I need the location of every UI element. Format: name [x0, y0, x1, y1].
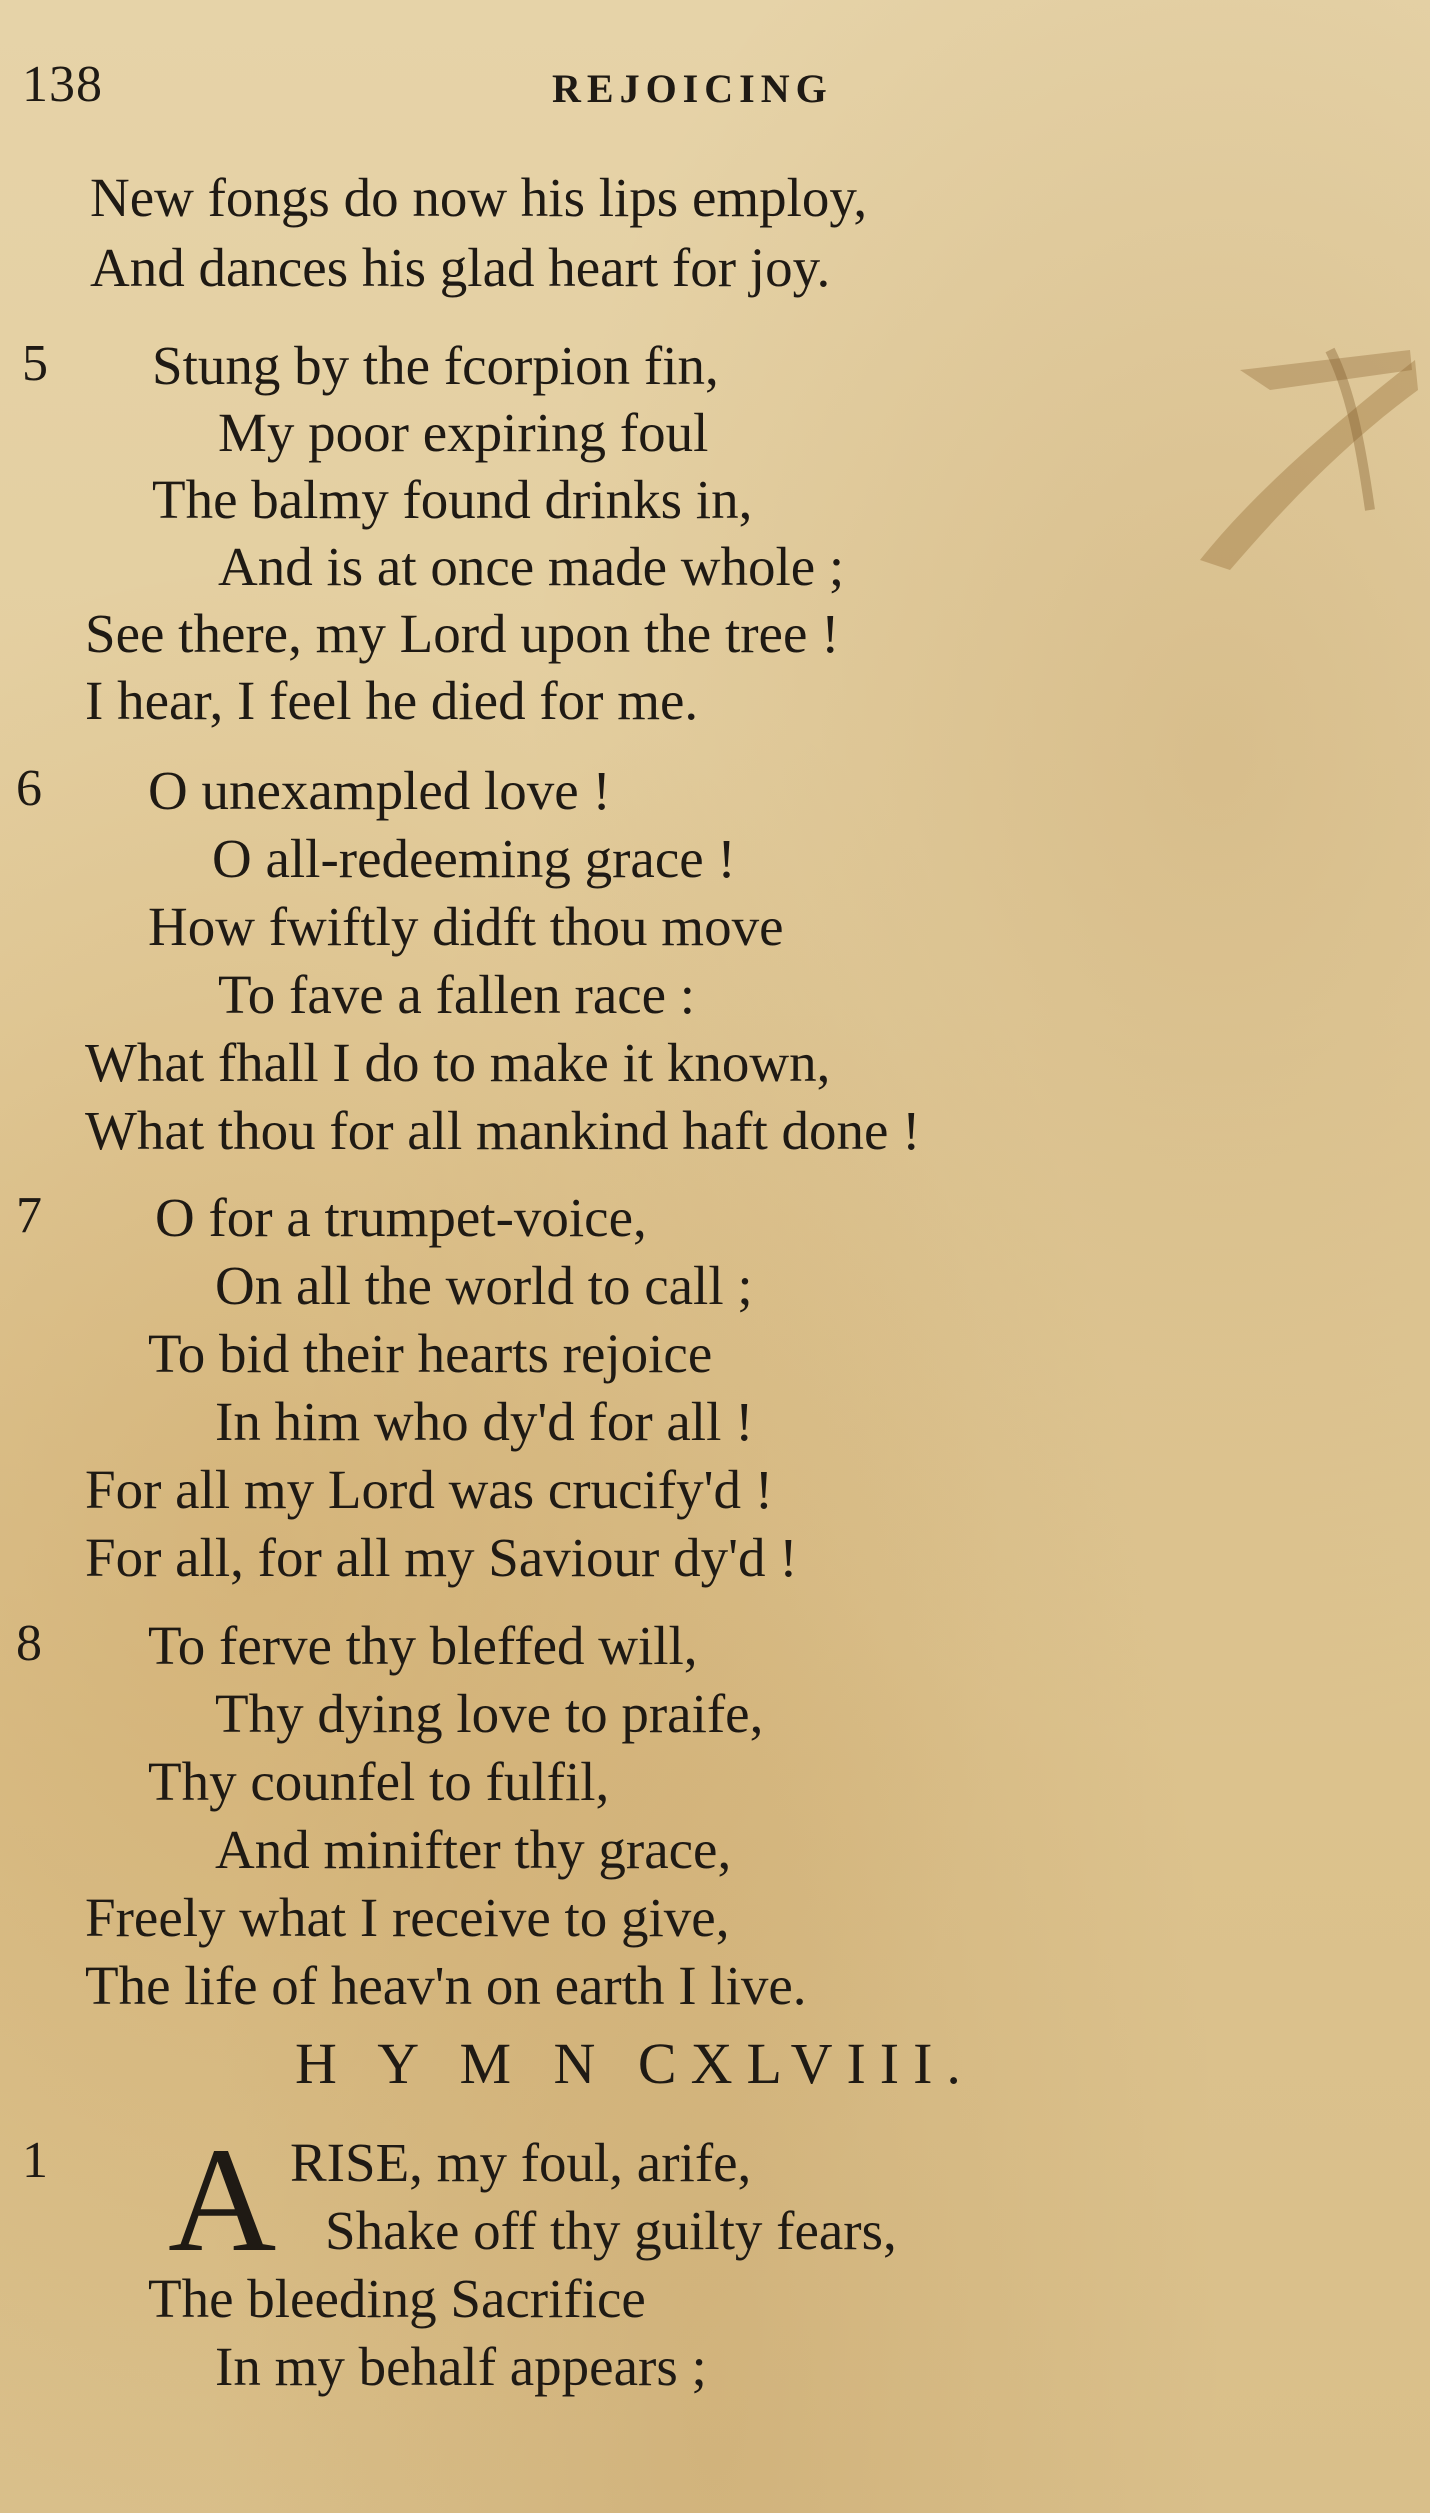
- hymn-title: H Y M N CXLVIII.: [295, 2031, 975, 2096]
- verse-line: Freely what I receive to give,: [85, 1887, 730, 1948]
- verse-line: The life of heav'n on earth I live.: [85, 1955, 807, 2016]
- verse-line: To ferve thy bleffed will,: [148, 1615, 698, 1676]
- verse-line: The bleeding Sacrifice: [148, 2268, 646, 2329]
- stanza-number: 1: [22, 2132, 48, 2189]
- stanza-number: 7: [16, 1187, 42, 1244]
- verse-line: In him who dy'd for all !: [215, 1391, 754, 1452]
- verse-line: RISE, my foul, arife,: [290, 2132, 752, 2193]
- verse-line: O for a trumpet-voice,: [155, 1187, 647, 1248]
- verse-line: What fhall I do to make it known,: [85, 1032, 831, 1093]
- running-head: [22, 55, 1402, 115]
- verse-line: In my behalf appears ;: [215, 2336, 707, 2397]
- verse-line: How fwiftly didft thou move: [148, 896, 784, 957]
- verse-line: O all-redeeming grace !: [212, 828, 736, 889]
- drop-cap-letter: A: [168, 2117, 277, 2283]
- verse-line: I hear, I feel he died for me.: [85, 670, 699, 731]
- verse-line: To bid their hearts rejoice: [148, 1323, 713, 1384]
- verse-line: See there, my Lord upon the tree !: [85, 603, 840, 664]
- verse-line: And dances his glad heart for joy.: [90, 237, 831, 298]
- verse-line: Shake off thy guilty fears,: [325, 2200, 897, 2261]
- stanza-number: 8: [16, 1615, 42, 1672]
- running-title: REJOICING: [552, 66, 833, 111]
- verse-line: New fongs do now his lips employ,: [90, 167, 868, 228]
- verse-line: And minifter thy grace,: [215, 1819, 732, 1880]
- page-number: 138: [22, 56, 103, 113]
- verse-line: For all my Lord was crucify'd !: [85, 1459, 774, 1520]
- stanza-number: 6: [16, 760, 42, 817]
- verse-line: O unexampled love !: [148, 760, 611, 821]
- verse-line: And is at once made whole ;: [218, 536, 845, 597]
- verse-line: On all the world to call ;: [215, 1255, 753, 1316]
- verse-line: My poor expiring foul: [218, 402, 709, 463]
- verse-line: Stung by the fcorpion fin,: [152, 335, 719, 396]
- stanza-number: 5: [22, 335, 48, 392]
- verse-line: Thy counfel to fulfil,: [148, 1751, 610, 1812]
- verse-line: Thy dying love to praife,: [215, 1683, 764, 1744]
- verse-line: The balmy found drinks in,: [152, 469, 753, 530]
- verse-line: To fave a fallen race :: [218, 964, 696, 1025]
- ink-stain-mark: [1180, 330, 1420, 580]
- verse-line: For all, for all my Saviour dy'd !: [85, 1527, 798, 1588]
- verse-line: What thou for all mankind haft done !: [85, 1100, 921, 1161]
